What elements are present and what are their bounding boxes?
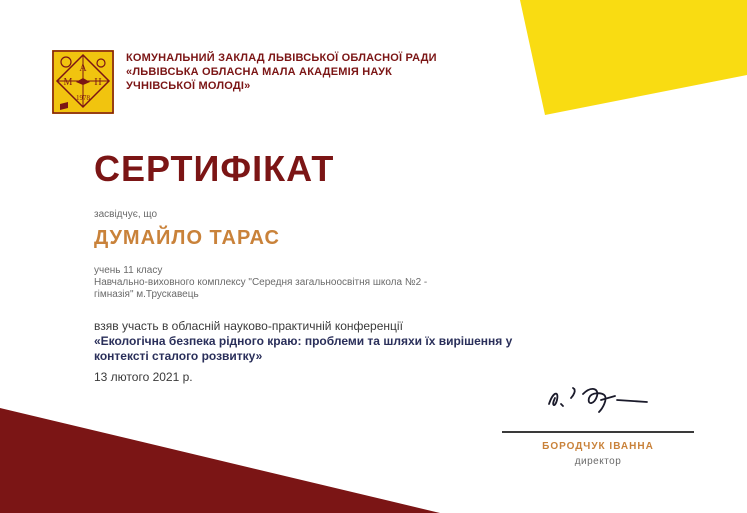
recipient-name: ДУМАЙЛО ТАРАС	[94, 227, 280, 249]
participation-text: взяв участь в обласній науково-практичній конференції	[94, 319, 403, 333]
graduation-cap-icon	[76, 78, 90, 85]
certificate-date: 13 лютого 2021 р.	[94, 370, 193, 384]
organization-line-3: УЧНІВСЬКОЇ МОЛОДІ»	[126, 80, 251, 92]
certificate-title: СЕРТИФІКАТ	[94, 148, 335, 189]
certifies-text: засвідчує, що	[94, 209, 158, 220]
student-grade: учень 11 класу	[94, 265, 163, 276]
atom-icon	[97, 59, 105, 67]
student-school-line-2: гімназія" м.Трускавець	[94, 289, 199, 300]
book-icon	[60, 102, 68, 110]
maroon-corner-shape	[0, 408, 440, 513]
logo-letter-m: М	[63, 77, 73, 88]
student-school-line-1: Навчально-виховного комплексу "Середня загальноосвітня школа №2 -	[94, 277, 428, 288]
conference-title-line-1: «Екологічна безпека рідного краю: проблеми та шляхи їх вирішення у	[94, 334, 513, 348]
academy-logo	[52, 50, 114, 114]
handwritten-signature	[543, 382, 653, 418]
signature-line	[502, 431, 694, 433]
yellow-corner-shape	[520, 0, 747, 115]
organization-line-2: «ЛЬВІВСЬКА ОБЛАСНА МАЛА АКАДЕМІЯ НАУК	[126, 66, 393, 78]
logo-letter-n: Н	[94, 77, 102, 88]
signatory-name: БОРОДЧУК ІВАННА	[542, 441, 654, 452]
signatory-role: директор	[574, 456, 622, 467]
logo-letter-a: А	[79, 63, 87, 74]
organization-name	[126, 51, 466, 93]
conference-title	[94, 334, 544, 364]
organization-line-1: КОМУНАЛЬНИЙ ЗАКЛАД ЛЬВІВСЬКОЇ ОБЛАСНОЇ РАДИ	[126, 52, 437, 64]
conference-title-line-2: контексті сталого розвитку»	[94, 349, 263, 363]
student-info	[94, 265, 514, 301]
logo-year: 1978	[76, 94, 90, 102]
sun-icon	[61, 57, 71, 67]
